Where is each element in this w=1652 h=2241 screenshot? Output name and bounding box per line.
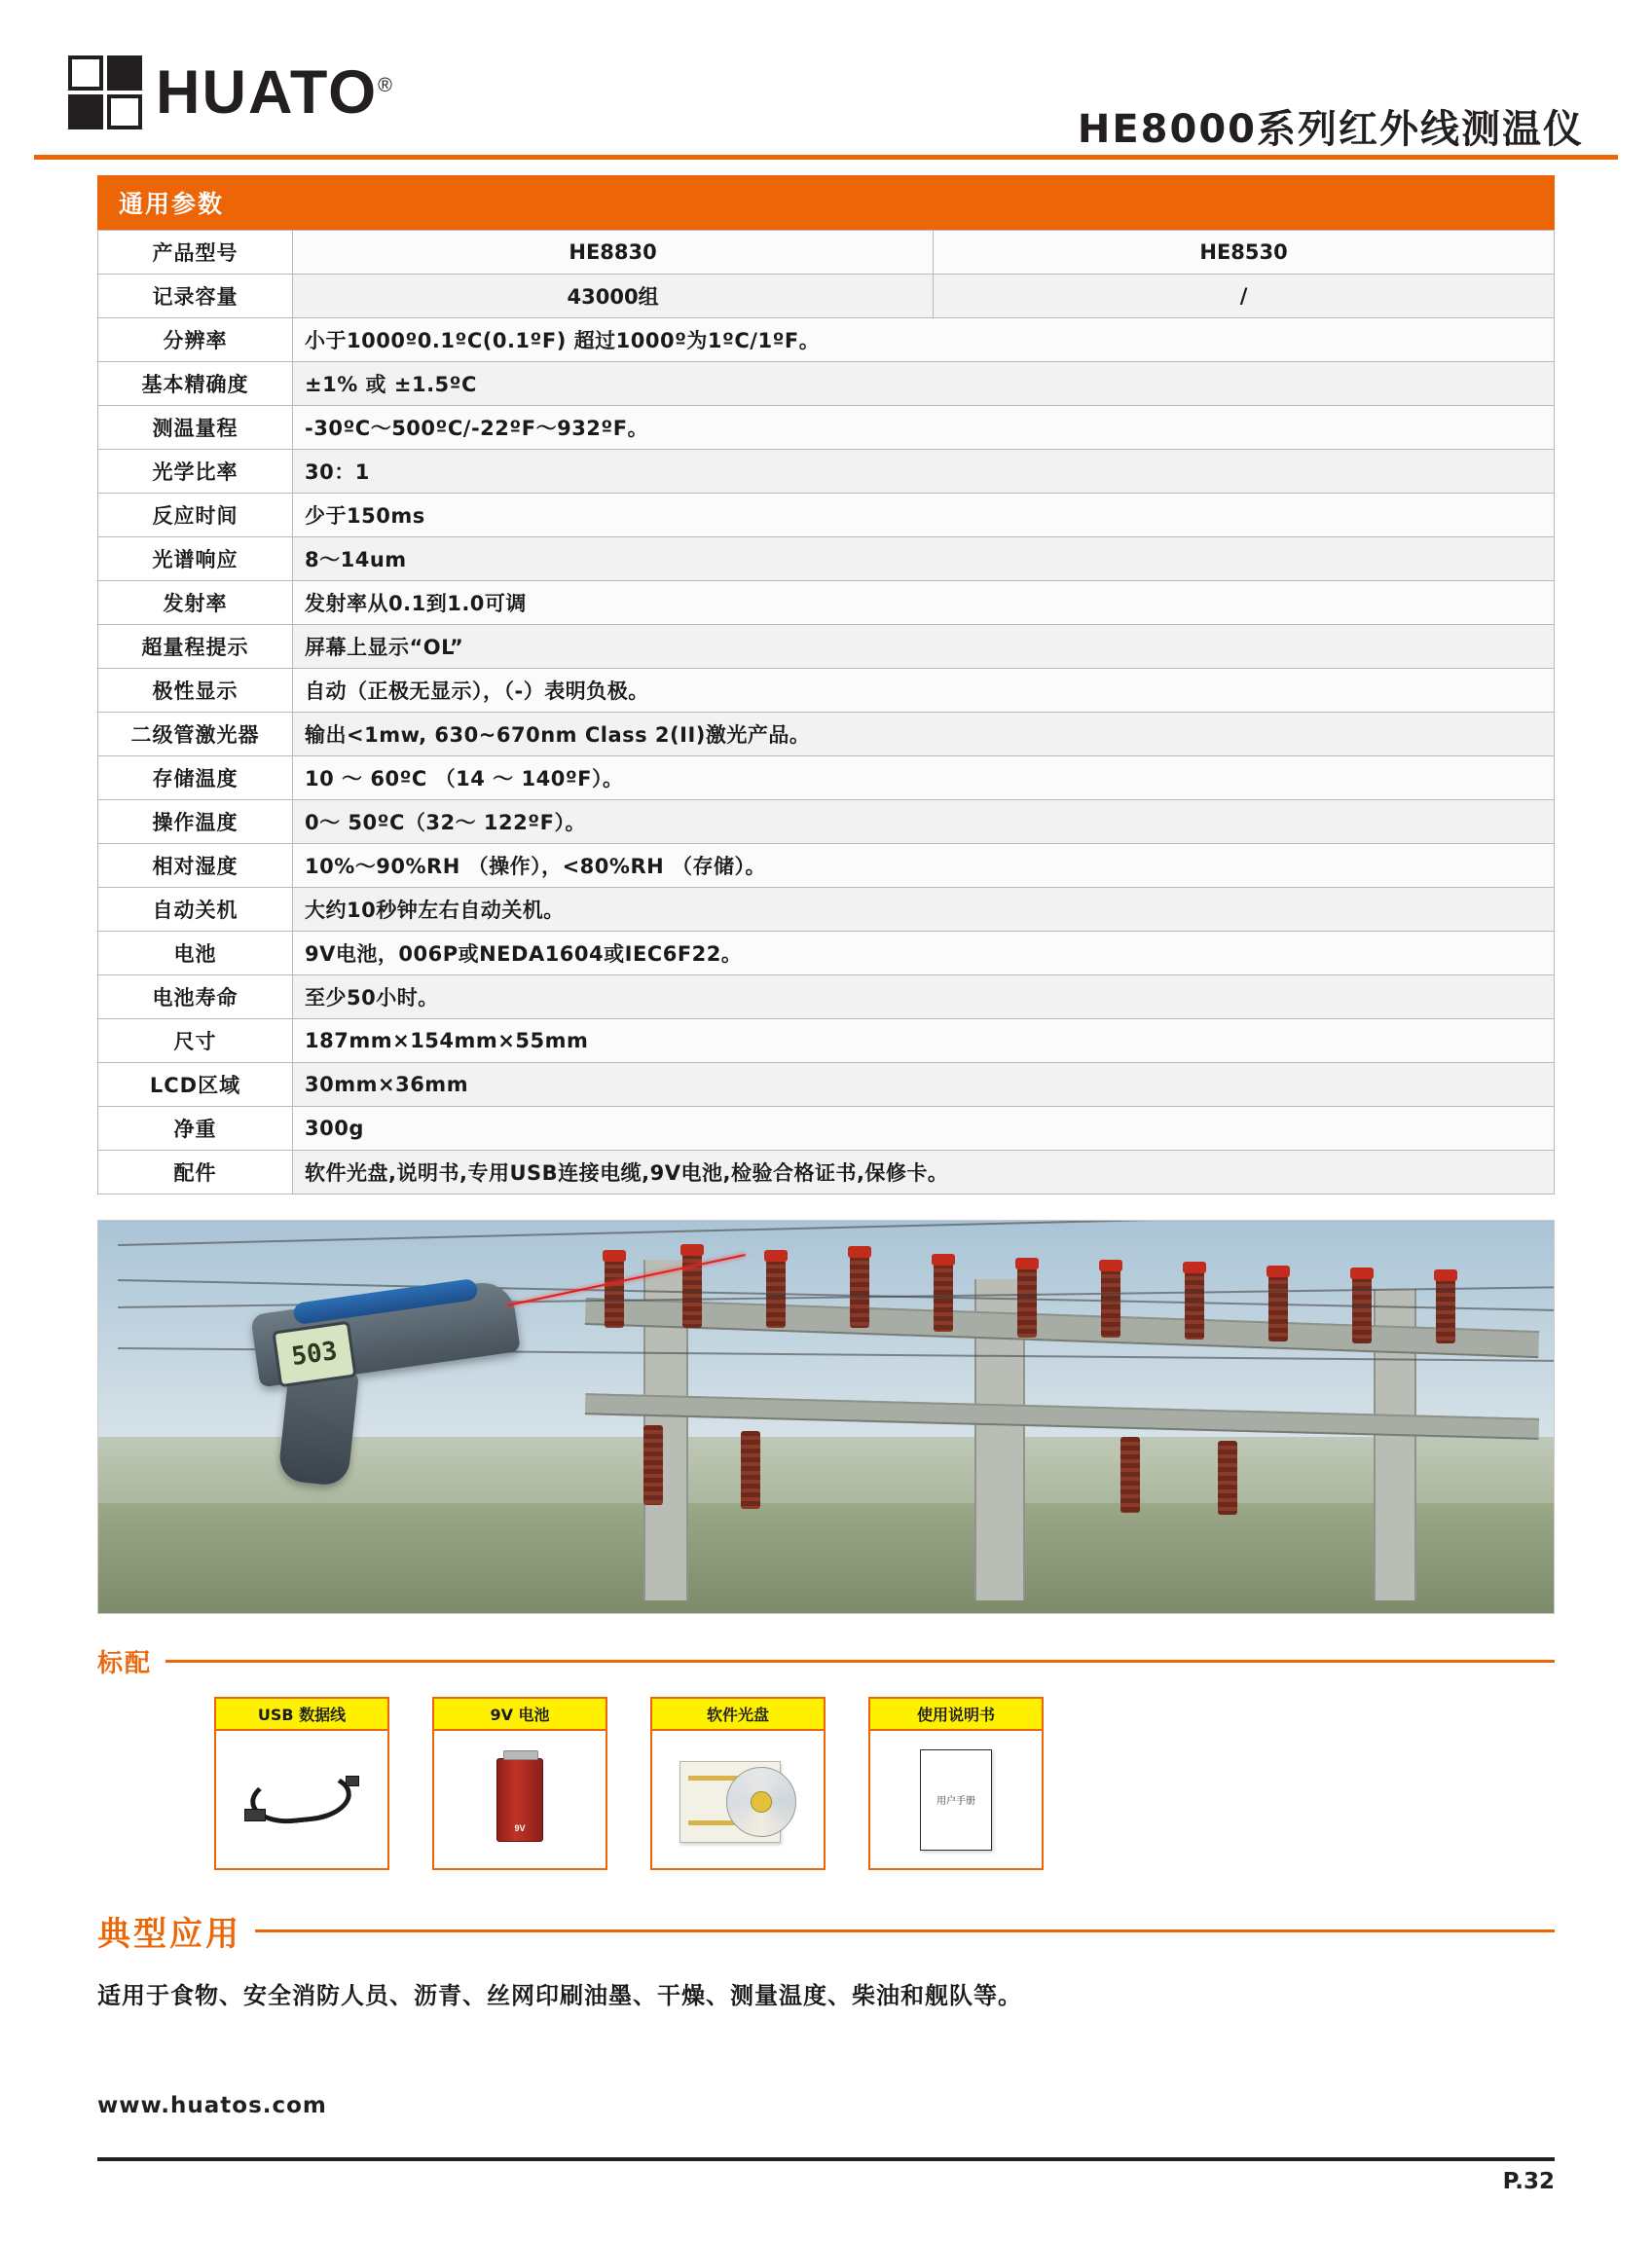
spec-value: 10 ～ 60ºC （14 ～ 140ºF）。 bbox=[293, 756, 1555, 800]
spec-value: 输出<1mw, 630~670nm Class 2(II)激光产品。 bbox=[293, 713, 1555, 756]
cd-disc-icon bbox=[679, 1751, 796, 1849]
footer-website[interactable]: www.huatos.com bbox=[97, 2093, 327, 2118]
accessory-caption: 软件光盘 bbox=[650, 1697, 826, 1729]
table-row bbox=[98, 669, 1555, 713]
photo-insulator bbox=[850, 1256, 869, 1328]
header-divider bbox=[34, 155, 1618, 160]
accessories-divider bbox=[165, 1660, 1555, 1663]
accessory-image bbox=[432, 1729, 607, 1870]
spec-label: 产品型号 bbox=[98, 231, 293, 275]
table-row bbox=[98, 844, 1555, 888]
spec-value: 30：1 bbox=[293, 450, 1555, 494]
photo-insulator-cap bbox=[1267, 1266, 1290, 1277]
photo-insulator bbox=[1017, 1267, 1037, 1338]
spec-value-model-1: HE8830 bbox=[293, 231, 934, 275]
table-row bbox=[98, 318, 1555, 362]
spec-label: 操作温度 bbox=[98, 800, 293, 844]
photo-insulator-cap bbox=[1183, 1262, 1206, 1273]
table-row bbox=[98, 756, 1555, 800]
spec-label: 记录容量 bbox=[98, 275, 293, 318]
photo-insulator bbox=[1268, 1275, 1288, 1341]
table-row bbox=[98, 800, 1555, 844]
battery-icon bbox=[496, 1758, 543, 1842]
spec-value: 大约10秒钟左右自动关机。 bbox=[293, 888, 1555, 932]
spec-value: 187mm×154mm×55mm bbox=[293, 1019, 1555, 1063]
accessory-item-battery bbox=[432, 1697, 607, 1870]
product-photo bbox=[97, 1220, 1555, 1614]
huato-four-square-logo-icon bbox=[68, 55, 142, 129]
spec-label: 基本精确度 bbox=[98, 362, 293, 406]
spec-label: 分辨率 bbox=[98, 318, 293, 362]
photo-insulator bbox=[1120, 1437, 1140, 1513]
applications-divider bbox=[255, 1929, 1555, 1932]
photo-insulator-cap bbox=[1099, 1260, 1122, 1271]
page-header bbox=[0, 0, 1652, 175]
spec-label: 超量程提示 bbox=[98, 625, 293, 669]
photo-insulator-cap bbox=[680, 1244, 704, 1256]
accessory-item-manual bbox=[868, 1697, 1044, 1870]
photo-insulator-cap bbox=[764, 1250, 788, 1262]
spec-value: 8～14um bbox=[293, 537, 1555, 581]
applications-title: 典型应用 bbox=[97, 1915, 241, 1954]
footer-row bbox=[97, 2093, 1555, 2157]
accessory-image bbox=[868, 1729, 1044, 1870]
page-content bbox=[0, 175, 1652, 2010]
spec-label: 电池 bbox=[98, 932, 293, 975]
photo-insulator-cap bbox=[1434, 1269, 1457, 1281]
table-row bbox=[98, 231, 1555, 275]
brand-name: HUATO bbox=[156, 57, 379, 127]
table-row bbox=[98, 581, 1555, 625]
spec-label: 反应时间 bbox=[98, 494, 293, 537]
applications-text: 适用于食物、安全消防人员、沥青、丝网印刷油墨、干燥、测量温度、柴油和舰队等。 bbox=[97, 1982, 1022, 2009]
spec-value-capacity-1: 43000组 bbox=[293, 275, 934, 318]
spec-value: 300g bbox=[293, 1107, 1555, 1151]
table-row bbox=[98, 362, 1555, 406]
photo-insulator-cap bbox=[603, 1250, 626, 1262]
spec-label: 电池寿命 bbox=[98, 975, 293, 1019]
table-row bbox=[98, 713, 1555, 756]
photo-insulator bbox=[1185, 1271, 1204, 1340]
photo-insulator bbox=[1101, 1269, 1120, 1338]
photo-ground bbox=[98, 1503, 1554, 1613]
spec-table bbox=[97, 230, 1555, 1194]
table-row bbox=[98, 1151, 1555, 1194]
photo-insulator-cap bbox=[848, 1246, 871, 1258]
accessory-item-software-cd bbox=[650, 1697, 826, 1870]
brand-wordmark bbox=[156, 57, 394, 127]
manual-book-icon bbox=[920, 1749, 992, 1851]
spec-label: LCD区域 bbox=[98, 1063, 293, 1107]
footer-bottom-row bbox=[97, 2169, 1555, 2194]
spec-value: -30ºC～500ºC/-22ºF～932ºF。 bbox=[293, 406, 1555, 450]
accessories-title: 标配 bbox=[97, 1649, 153, 1678]
table-row bbox=[98, 975, 1555, 1019]
photo-insulator-cap bbox=[932, 1254, 955, 1266]
spec-label: 光学比率 bbox=[98, 450, 293, 494]
accessory-caption: USB 数据线 bbox=[214, 1697, 389, 1729]
spec-value: 小于1000º0.1ºC(0.1ºF) 超过1000º为1ºC/1ºF。 bbox=[293, 318, 1555, 362]
registered-trademark-symbol: ® bbox=[378, 74, 394, 96]
page-footer bbox=[97, 2093, 1555, 2194]
accessory-image bbox=[214, 1729, 389, 1870]
photo-insulator bbox=[1218, 1441, 1237, 1515]
photo-insulator bbox=[605, 1260, 624, 1328]
spec-label: 尺寸 bbox=[98, 1019, 293, 1063]
spec-value-capacity-2: / bbox=[934, 275, 1555, 318]
spec-value: 10%～90%RH （操作），<80%RH （存储）。 bbox=[293, 844, 1555, 888]
photo-insulator-cap bbox=[1350, 1267, 1374, 1279]
brand-logo bbox=[68, 55, 394, 129]
footer-divider bbox=[97, 2157, 1555, 2161]
spec-label: 配件 bbox=[98, 1151, 293, 1194]
spec-label: 测温量程 bbox=[98, 406, 293, 450]
spec-label: 净重 bbox=[98, 1107, 293, 1151]
spec-label: 自动关机 bbox=[98, 888, 293, 932]
applications-header bbox=[97, 1907, 1555, 1955]
spec-value: 软件光盘,说明书,专用USB连接电缆,9V电池,检验合格证书,保修卡。 bbox=[293, 1151, 1555, 1194]
table-row bbox=[98, 888, 1555, 932]
table-row bbox=[98, 1107, 1555, 1151]
table-row bbox=[98, 1019, 1555, 1063]
spec-value: 至少50小时。 bbox=[293, 975, 1555, 1019]
table-row bbox=[98, 932, 1555, 975]
spec-value: 少于150ms bbox=[293, 494, 1555, 537]
table-row bbox=[98, 1063, 1555, 1107]
spec-label: 二级管激光器 bbox=[98, 713, 293, 756]
accessory-item-usb-cable bbox=[214, 1697, 389, 1870]
thermometer-lcd: 503 bbox=[272, 1321, 356, 1388]
table-row bbox=[98, 450, 1555, 494]
page-number: P.32 bbox=[1502, 2169, 1555, 2194]
spec-value: ±1% 或 ±1.5ºC bbox=[293, 362, 1555, 406]
spec-table-body bbox=[98, 231, 1555, 1194]
battery-label: 9V bbox=[514, 1822, 526, 1833]
accessories-list bbox=[97, 1697, 1555, 1870]
page-title: HE8000系列红外线测温仪 bbox=[1077, 107, 1584, 152]
spec-value: 30mm×36mm bbox=[293, 1063, 1555, 1107]
spec-value: 9V电池，006P或NEDA1604或IEC6F22。 bbox=[293, 932, 1555, 975]
manual-cover-text: 用户手册 bbox=[936, 1796, 975, 1807]
photo-insulator bbox=[741, 1431, 760, 1509]
photo-insulator bbox=[1352, 1277, 1372, 1343]
spec-label: 相对湿度 bbox=[98, 844, 293, 888]
spec-label: 极性显示 bbox=[98, 669, 293, 713]
table-row bbox=[98, 406, 1555, 450]
spec-value: 发射率从0.1到1.0可调 bbox=[293, 581, 1555, 625]
spec-value-model-2: HE8530 bbox=[934, 231, 1555, 275]
spec-section-header: 通用参数 bbox=[97, 175, 1555, 230]
spec-value: 自动（正极无显示），（-）表明负极。 bbox=[293, 669, 1555, 713]
table-row bbox=[98, 494, 1555, 537]
photo-insulator-cap bbox=[1015, 1258, 1039, 1269]
accessory-image bbox=[650, 1729, 826, 1870]
table-row bbox=[98, 275, 1555, 318]
spec-label: 发射率 bbox=[98, 581, 293, 625]
spec-value: 0～ 50ºC（32～ 122ºF）。 bbox=[293, 800, 1555, 844]
spec-label: 光谱响应 bbox=[98, 537, 293, 581]
accessory-caption: 9V 电池 bbox=[432, 1697, 607, 1729]
accessory-caption: 使用说明书 bbox=[868, 1697, 1044, 1729]
spec-value: 屏幕上显示“OL” bbox=[293, 625, 1555, 669]
usb-cable-icon bbox=[244, 1770, 359, 1830]
photo-insulator bbox=[643, 1425, 663, 1505]
accessories-header bbox=[97, 1643, 1555, 1679]
spec-label: 存储温度 bbox=[98, 756, 293, 800]
table-row bbox=[98, 537, 1555, 581]
table-row bbox=[98, 625, 1555, 669]
